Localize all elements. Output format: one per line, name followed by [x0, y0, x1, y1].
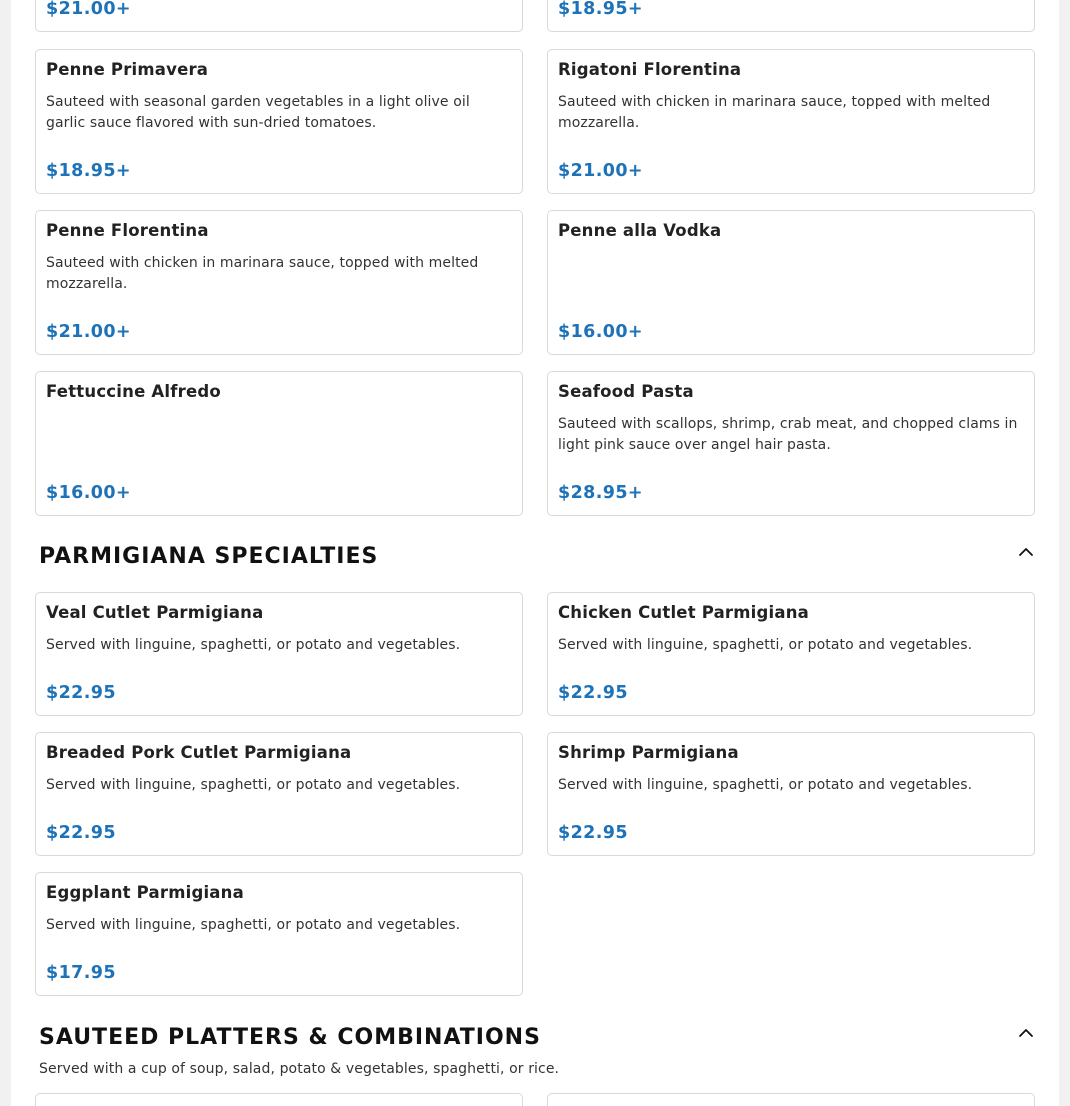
item-price: $21.00+ [46, 322, 131, 342]
item-description: Sauteed with scallops, shrimp, crab meat, and chopped clams in light pink sauce over angel hair pasta. [558, 416, 1018, 453]
menu-item-card[interactable] [547, 49, 1035, 194]
item-description: Served with linguine, spaghetti, or potato and vegetables. [46, 637, 461, 653]
item-price: $16.00+ [558, 322, 643, 342]
item-description: Sauteed with chicken in marinara sauce, topped with melted mozzarella. [46, 255, 479, 292]
menu-item-card[interactable] [547, 732, 1035, 856]
item-description: Served with linguine, spaghetti, or potato and vegetables. [558, 777, 973, 793]
menu-item-card[interactable] [35, 592, 523, 716]
chevron-up-icon[interactable] [1018, 1025, 1034, 1041]
item-price: $22.95 [46, 683, 116, 703]
section-title: SAUTEED PLATTERS & COMBINATIONS [39, 1025, 541, 1050]
parmigiana-grid [35, 592, 1034, 996]
item-title: Breaded Pork Cutlet Parmigiana [46, 743, 352, 762]
menu-item-card[interactable] [547, 371, 1035, 516]
menu-item-card[interactable] [35, 1093, 523, 1106]
item-price: $22.95 [558, 823, 628, 843]
menu-item-card[interactable] [35, 210, 523, 355]
item-price: $16.00+ [46, 483, 131, 503]
item-price: $22.95 [46, 823, 116, 843]
item-description: Served with linguine, spaghetti, or potato and vegetables. [46, 777, 461, 793]
item-title: Rigatoni Florentina [558, 60, 742, 79]
menu-item-card[interactable] [35, 872, 523, 996]
item-price: $28.95+ [558, 483, 643, 503]
item-title: Penne Florentina [46, 221, 209, 240]
menu-item-card[interactable] [547, 0, 1035, 32]
section-header-platters[interactable] [39, 1021, 1034, 1055]
menu-item-card[interactable] [35, 371, 523, 516]
section-subtitle: Served with a cup of soup, salad, potato & vegetables, spaghetti, or rice. [39, 1061, 560, 1077]
item-description: Served with linguine, spaghetti, or potato and vegetables. [558, 637, 973, 653]
menu-item-card[interactable] [35, 732, 523, 856]
item-price: $21.00+ [558, 161, 643, 181]
top-partial-grid [35, 0, 1034, 32]
item-title: Chicken Cutlet Parmigiana [558, 603, 809, 622]
item-title: Shrimp Parmigiana [558, 743, 739, 762]
item-title: Fettuccine Alfredo [46, 382, 221, 401]
menu-item-card[interactable] [547, 1093, 1035, 1106]
menu-page [11, 0, 1059, 1106]
item-title: Penne alla Vodka [558, 221, 722, 240]
menu-item-card[interactable] [547, 210, 1035, 355]
item-price: $18.95+ [46, 161, 131, 181]
chevron-up-icon[interactable] [1018, 544, 1034, 560]
item-title: Eggplant Parmigiana [46, 883, 244, 902]
item-price: $21.00+ [46, 0, 131, 19]
item-title: Veal Cutlet Parmigiana [46, 603, 264, 622]
item-price: $17.95 [46, 963, 116, 983]
menu-item-card[interactable] [35, 49, 523, 194]
item-description: Sauteed with seasonal garden vegetables in a light olive oil garlic sauce flavored with sun-dried tomatoes. [46, 94, 470, 131]
pasta-grid [35, 49, 1034, 516]
item-title: Penne Primavera [46, 60, 209, 79]
menu-item-card[interactable] [547, 592, 1035, 716]
section-title: PARMIGIANA SPECIALTIES [39, 544, 379, 569]
section-header-parmigiana[interactable] [39, 540, 1034, 574]
menu-item-card[interactable] [35, 0, 523, 32]
item-price: $18.95+ [558, 0, 643, 19]
item-description: Served with linguine, spaghetti, or potato and vegetables. [46, 917, 461, 933]
item-title: Seafood Pasta [558, 382, 694, 401]
item-price: $22.95 [558, 683, 628, 703]
item-description: Sauteed with chicken in marinara sauce, topped with melted mozzarella. [558, 94, 991, 131]
